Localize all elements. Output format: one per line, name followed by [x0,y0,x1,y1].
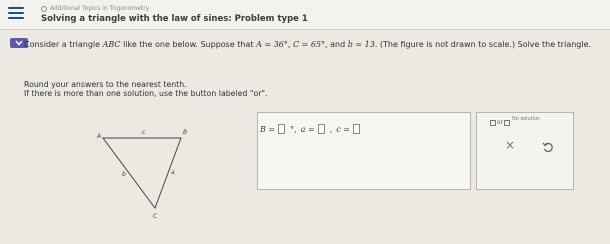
or-button[interactable] [490,119,510,126]
breadcrumb-label: Additional Topics in Trigonometry [50,5,150,12]
triangle-shape [103,138,181,208]
no-solution-button[interactable] [512,116,540,122]
side-c-answer-label: c = [336,124,350,134]
side-a-answer-label: a = [300,124,315,134]
close-icon: × [505,138,516,152]
given-side-b: b = 13 [347,40,375,49]
given-angle-c: C = 65° [292,40,326,49]
side-c-input[interactable] [353,124,360,134]
angle-b-label: B = [260,124,276,134]
vertex-b-label: B [183,129,188,136]
side-c-label: c [142,129,146,136]
page-title: Solving a triangle with the law of sines: Problem type 1 [41,14,308,24]
angle-b-input[interactable] [278,124,285,134]
multiple-instruction: If there is more than one solution, use the button labeled "or". [24,89,268,98]
header-bar [0,0,610,30]
or-label: or [497,119,504,126]
breadcrumb[interactable] [41,5,149,12]
problem-and: , and [325,40,346,49]
undo-button[interactable] [542,138,554,150]
side-a-input[interactable] [318,124,325,134]
problem-tail: . (The figure is not drawn to scale.) Solve the triangle. [374,40,592,49]
vertex-c-label: C [153,213,158,220]
circle-icon [41,6,47,12]
menu-icon[interactable] [8,7,24,21]
side-a-label: a [171,169,175,176]
or-box-left-icon [490,120,496,126]
problem-mid: like the one below. Suppose that [120,40,257,49]
degree-sep: °, [290,124,297,134]
undo-icon [542,141,554,153]
triangle-svg [95,122,195,222]
no-solution-label: No solution [512,116,541,122]
or-box-right-icon [504,120,510,126]
answer-line [260,124,361,134]
given-angle-a: A = 36° [256,40,288,49]
problem-lead: Consider a triangle [24,40,101,49]
vertex-a-label: A [97,133,102,140]
side-b-label: b [122,171,126,178]
chevron-down-icon [15,40,23,46]
triangle-figure [95,122,195,222]
clear-button[interactable] [505,138,515,152]
comma-sep: , [329,124,333,134]
triangle-name: ABC [102,40,121,49]
round-instruction: Round your answers to the nearest tenth. [24,80,187,89]
problem-statement: Consider a triangle ABC like the one below. Suppose that A = 36°, C = 65°, and b = 13. (The figure is not drawn to scale.) Solve the triangle. [24,40,592,49]
